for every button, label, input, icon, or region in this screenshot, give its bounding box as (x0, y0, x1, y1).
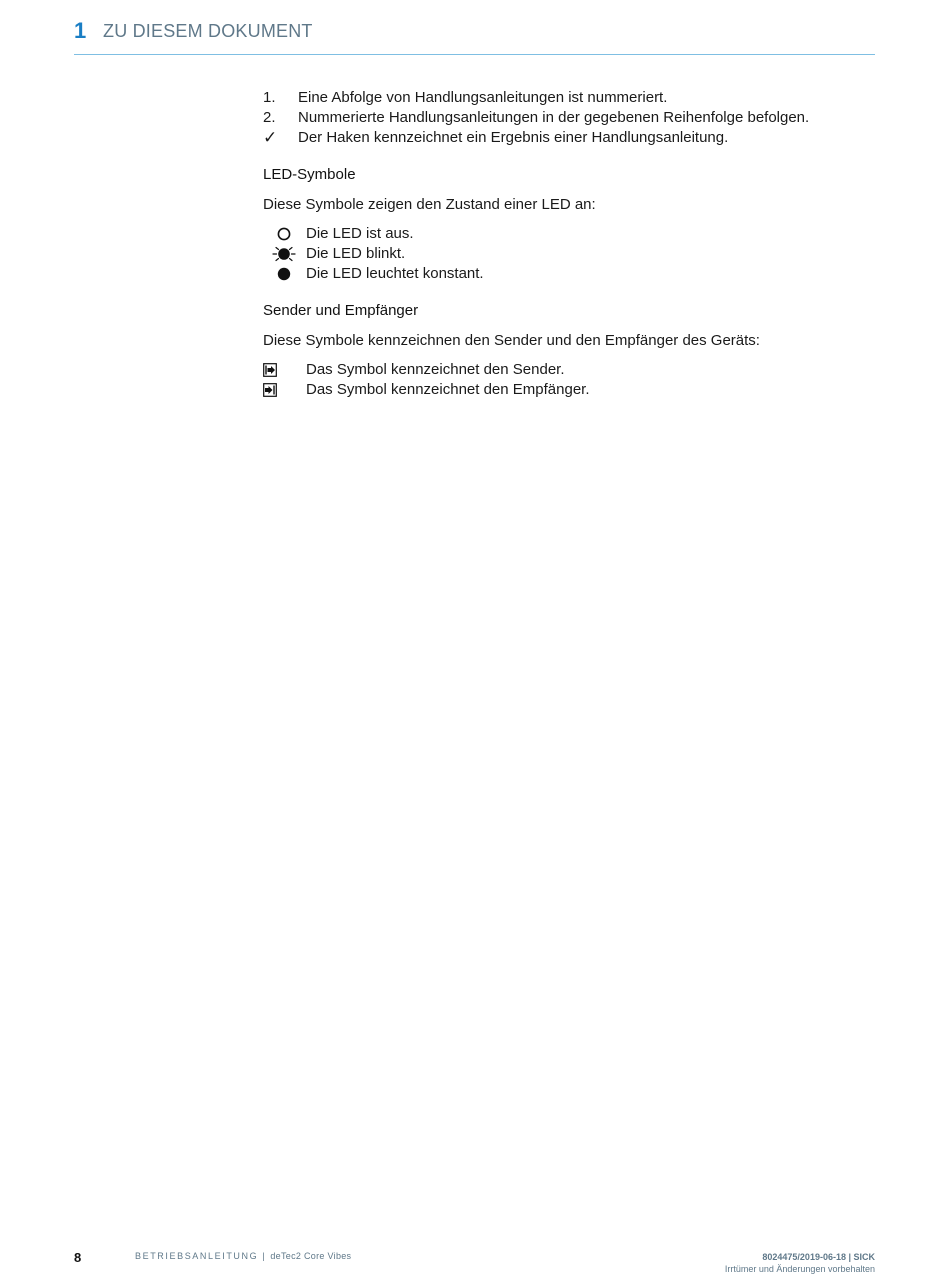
sender-icon (263, 363, 277, 377)
disclaimer: Irrtümer und Änderungen vorbehalten (724, 1264, 875, 1274)
sender-section-intro: Diese Symbole kennzeichnen den Sender und den Empfänger des Geräts: (263, 332, 760, 349)
checkmark-icon: ✓ (263, 128, 278, 147)
step-text: Eine Abfolge von Handlungsanleitungen ist nummeriert. (298, 89, 668, 106)
step-text: Der Haken kennzeichnet ein Ergebnis einer Handlungsanleitung. (298, 129, 729, 146)
receiver-text: Das Symbol kennzeichnet den Empfänger. (306, 381, 590, 398)
doc-type: BETRIEBSANLEITUNG (135, 1251, 259, 1261)
sender-text: Das Symbol kennzeichnet den Sender. (306, 361, 565, 378)
receiver-icon (263, 383, 277, 397)
sender-section-heading: Sender und Empfänger (263, 302, 419, 319)
footer-meta (725, 1251, 875, 1275)
led-section-intro: Diese Symbole zeigen den Zustand einer LED an: (263, 196, 596, 213)
footer-document-info (135, 1251, 351, 1261)
step-text: Nummerierte Handlungsanleitungen in der gegebenen Reihenfolge befolgen. (298, 109, 810, 126)
chapter-header (74, 16, 875, 55)
led-on-icon (271, 266, 301, 282)
led-blink-text: Die LED blinkt. (306, 245, 406, 262)
chapter-number: 1 (74, 18, 87, 43)
step-number: 2. (263, 109, 276, 126)
product-name: deTec2 Core Vibes (270, 1251, 352, 1261)
page-number: 8 (74, 1250, 82, 1265)
led-on-text: Die LED leuchtet konstant. (306, 265, 484, 282)
footer-separator: | (258, 1251, 271, 1261)
step-number: 1. (263, 89, 276, 106)
led-off-text: Die LED ist aus. (306, 225, 414, 242)
led-section-heading: LED-Symbole (263, 166, 356, 183)
chapter-title: ZU DIESEM DOKUMENT (103, 21, 313, 41)
led-blinking-icon (271, 246, 301, 262)
doc-code: 8024475/2019-06-18 | SICK (762, 1252, 875, 1262)
led-off-icon (271, 226, 301, 242)
